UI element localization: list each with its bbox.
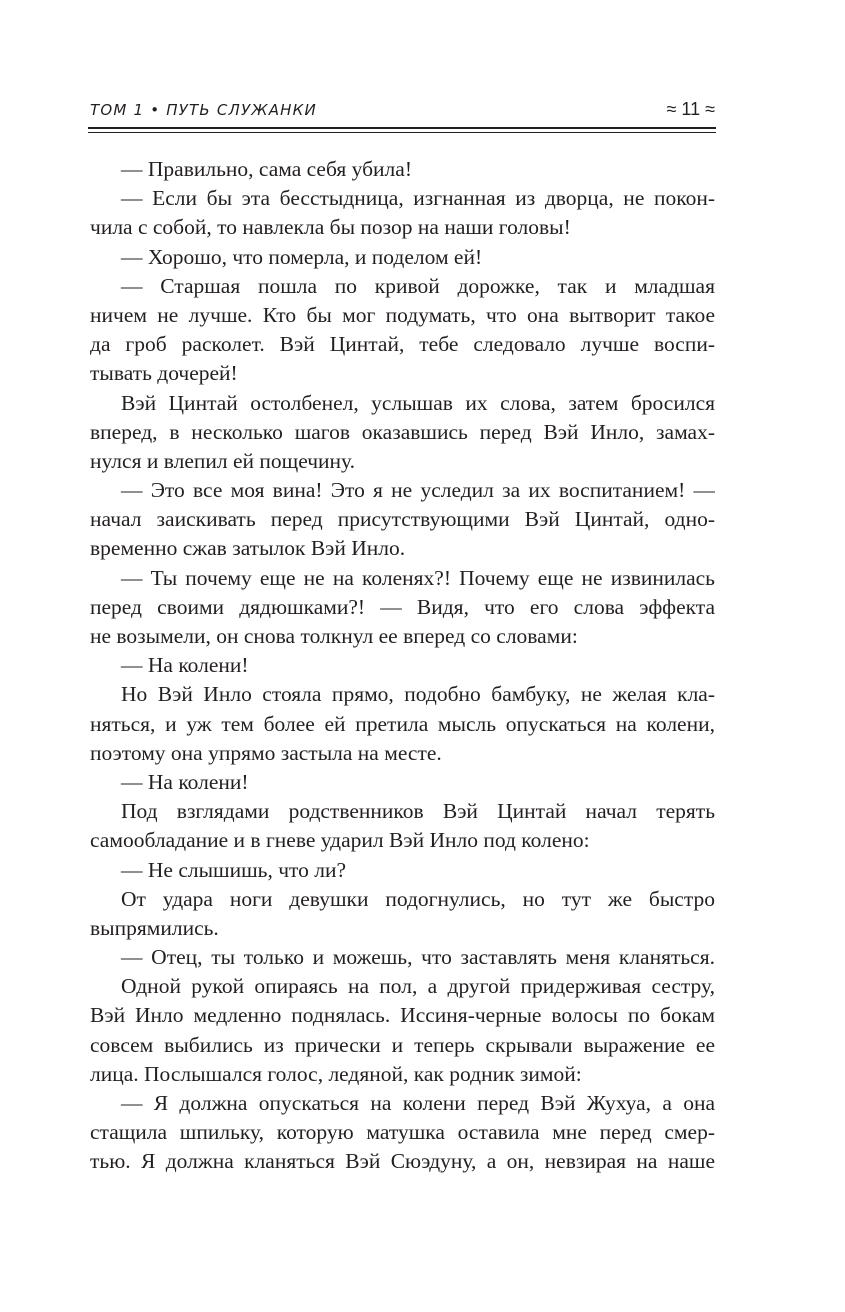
text-line: — Отец, ты только и можешь, что заставлять меня кланяться.	[121, 945, 715, 970]
text-line: — На колени!	[121, 653, 249, 678]
text-line: — Если бы эта бесстыдница, изгнанная из дворца, не покон-	[121, 186, 715, 211]
text-line: перед своими дядюшками?! — Видя, что его слова эффекта	[90, 594, 715, 619]
text-line: тывать дочерей!	[90, 361, 238, 386]
text-line: тью. Я должна кланяться Вэй Сюэдуну, а он, невзирая на наше	[90, 1149, 715, 1174]
text-line: да гроб расколет. Вэй Цинтай, тебе следовало лучше воспи-	[90, 332, 715, 357]
text-line: ничем не лучше. Кто бы мог подумать, что она вытворит такое	[90, 302, 715, 327]
text-line: самообладание и в гневе ударил Вэй Инло под колено:	[90, 828, 590, 853]
running-head	[90, 98, 715, 126]
text-line: не возымели, он снова толкнул ее вперед со словами:	[90, 624, 578, 648]
text-line: поэтому она упрямо застыла на месте.	[90, 740, 442, 765]
text-line: нулся и влепил ей пощечину.	[90, 448, 356, 473]
text-line: лица. Послышался голос, ледяной, как родник зимой:	[90, 1061, 582, 1086]
text-line: Одной рукой опираясь на пол, а другой придерживая сестру,	[121, 974, 715, 999]
text-line: От удара ноги девушки подогнулись, но тут же быстро	[121, 886, 715, 911]
header-rule-thin	[88, 132, 716, 133]
text-line: совсем выбились из прически и теперь скрывали выражение ее	[90, 1032, 715, 1057]
text-line: Под взглядами родственников Вэй Цинтай начал терять	[121, 799, 715, 824]
text-line: стащила шпильку, которую матушка оставила мне перед смер-	[90, 1120, 715, 1145]
header-rule-thick	[88, 127, 716, 129]
text-line: выпрямились.	[90, 915, 219, 940]
text-line: — Не слышишь, что ли?	[121, 857, 347, 882]
text-line: — Правильно, сама себя убила!	[121, 157, 412, 181]
text-line: Вэй Цинтай остолбенел, услышав их слова, затем бросился	[121, 390, 715, 415]
text-line: Но Вэй Инло стояла прямо, подобно бамбуку, не желая кла-	[121, 682, 715, 707]
text-line: — Старшая пошла по кривой дорожке, так и младшая	[121, 273, 715, 298]
book-title: ТОМ 1 • ПУТЬ СЛУЖАНКИ	[90, 101, 317, 119]
text-line: начал заискивать перед присутствующими Вэй Цинтай, одно-	[90, 507, 715, 532]
text-line: — Это все моя вина! Это я не уследил за их воспитанием! —	[121, 478, 715, 503]
text-line: — Хорошо, что померла, и поделом ей!	[121, 244, 483, 269]
text-line: чила с собой, то навлекла бы позор на наши головы!	[90, 215, 571, 240]
text-line: — Ты почему еще не на коленях?! Почему еще не извинилась	[121, 565, 715, 590]
text-line: вперед, в несколько шагов оказавшись перед Вэй Инло, замах-	[90, 419, 715, 444]
text-line: няться, и уж тем более ей претила мысль опускаться на колени,	[90, 711, 715, 736]
text-line: — Я должна опускаться на колени перед Вэй Жухуа, а она	[121, 1091, 715, 1115]
page-number: ≈ 11 ≈	[666, 99, 715, 119]
text-line: Вэй Инло медленно поднялась. Иссиня-черные волосы по бокам	[90, 1003, 715, 1028]
text-line: — На колени!	[121, 769, 249, 794]
text-line: временно сжав затылок Вэй Инло.	[90, 536, 406, 561]
body-text	[90, 155, 715, 1177]
